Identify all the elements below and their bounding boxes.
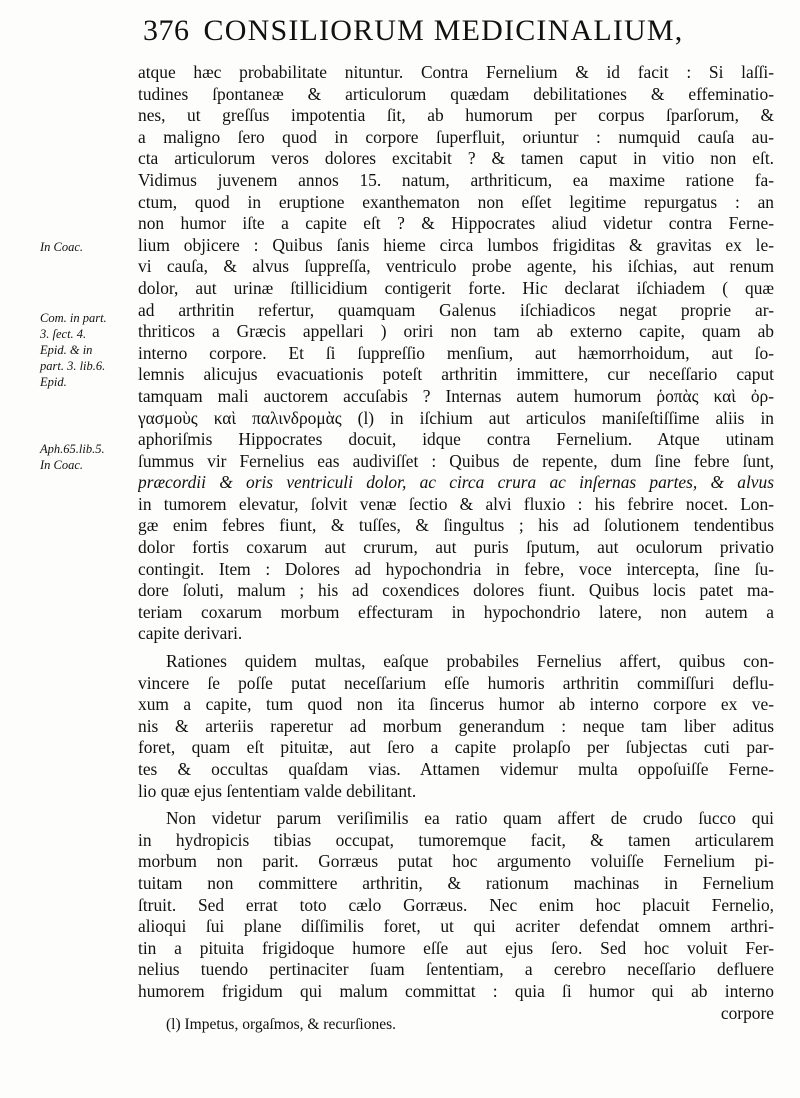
text-line: tuitam non committere arthritin, & rationum machinas in Fernelium [138, 872, 774, 893]
text-line: xum a capite, tum quod non ita ſincerus humor ab interno corpore ex ve- [138, 694, 774, 715]
text-line: teriam coxarum morbum effecturam in hypochondrio latere, non autem a [138, 601, 774, 622]
text-line: ad arthritin refertur, quamquam Galenus iſchiadicos negat proprie ar- [138, 299, 774, 320]
margin-note: Epid. [40, 375, 67, 389]
text-line: lium objicere : Quibus ſanis hieme circa lumbos frigiditas & gravitas ex le- [138, 234, 774, 255]
footnote: (l) Impetus, orgaſmos, & recurſiones. [166, 1016, 397, 1033]
text-line: tamquam mali auctorem accuſabis ? Internas autem humorum ῥοπὰς καὶ ὀρ- [138, 385, 774, 406]
text-line: foret, quam eſt pituitæ, aut ſero a capite prolapſo per ſubjectas cuti par- [138, 737, 774, 758]
margin-note: In Coac. [40, 240, 84, 254]
text-line: atque hæc probabilitate nituntur. Contra Fernelium & id facit : Si laſſi- [138, 62, 774, 82]
text-line: in hydropicis tibias occupat, tumoremque facit, & tamen articularem [138, 829, 774, 850]
text-line: γασμοὺς καὶ παλινδρομὰς (l) in iſchium aut articulos maniſeſtiſſime aliis in [138, 407, 774, 428]
text-line: cta articulorum veros dolores excitabit ? & tamen caput in vitio non eſt. [138, 148, 774, 169]
text-line: tin a pituita frigidoque humore eſſe aut ejus ſero. Sed hoc voluit Fer- [138, 937, 774, 958]
catchword: corpore [720, 1002, 774, 1023]
text-line: Non videtur parum veriſimilis ea ratio quam affert de crudo ſucco qui [166, 808, 774, 829]
text-line: nes, ut greſſus impotentia ſit, ab humorum per corpus ſparſorum, & [138, 105, 774, 126]
text-line: vi cauſa, & alvus ſuppreſſa, ventriculo probe agente, his iſchias, aut renum [138, 256, 774, 277]
text-line: nis & arteriis raperetur ad morbum generandum : neque tam liber aditus [138, 715, 774, 736]
text-line: capite derivari. [138, 623, 243, 644]
text-line: dolor, aut urinæ ſtillicidium contigerit forte. Hic declarat iſchiadem ( quæ [138, 277, 774, 298]
text-line: a maligno ſero quod in corpore ſuperfluit, oriuntur : numquid cauſa au- [138, 126, 774, 147]
text-line: non humor iſte a capite eſt ? & Hippocrates aliud videtur contra Ferne- [138, 213, 774, 234]
text-line: ſummus vir Fernelius eas audiviſſet : Quibus de repente, dum ſine febre ſunt, [138, 450, 774, 471]
text-line: in tumorem elevatur, ſolvit venæ ſectio & alvi fluxio : his febrire nocet. Lon- [138, 493, 774, 514]
page-header [143, 14, 783, 58]
text-line: lemnis alicujus evacuationis poteſt arthritin immittere, cur neceſſario caput [138, 364, 774, 385]
text-line: gæ enim febres fiunt, & tuſſes, & ſingultus ; his ad ſolutionem tendentibus [138, 515, 774, 536]
text-line: humorem frigidum qui malum committat : quia ſi humor qui ab interno [138, 980, 774, 1001]
margin-note: Aph.65.lib.5. [40, 442, 105, 456]
text-line: dolor fortis coxarum aut crurum, aut puris ſputum, aut oculorum privatio [138, 537, 774, 558]
running-title: CONSILIORUM MEDICINALIUM, [203, 14, 684, 47]
body-text [138, 62, 774, 1024]
text-line: contingit. Item : Dolores ad hypochondria in febre, voce intercepta, ſine ſu- [138, 558, 774, 579]
text-line: tudines ſpontaneæ & articulorum quædam debilitationes & effeminatio- [138, 83, 774, 104]
margin-note: part. 3. lib.6. [40, 359, 106, 373]
text-line: Rationes quidem multas, eaſque probabiles Fernelius affert, quibus con- [166, 651, 774, 672]
text-line: vincere ſe poſſe putat neceſſarium eſſe humoris arthritin commiſſuri deflu- [138, 672, 774, 693]
text-line: alioqui ſui plane diſſimilis foret, ut qui acriter defendat omnem arthri- [138, 916, 774, 937]
margin-note: Com. in part. [40, 311, 107, 325]
text-line: nelius tuendo pertinaciter ſuam ſententiam, a cerebro neceſſario defluere [138, 959, 774, 980]
text-line: tes & occultas quaſdam vias. Attamen videmur multa oppoſuiſſe Ferne- [138, 759, 774, 779]
text-line: Vidimus juvenem annos 15. natum, arthriticum, ea maxime ratione fa- [138, 169, 774, 190]
text-line: dore ſoluti, malum ; his ad coxendices dolores fiunt. Quibus locis patet ma- [138, 580, 774, 601]
text-line: ctum, quod in eruptione exanthematon non eſſet legitime repurgatus : an [138, 191, 774, 212]
page-number: 376 [143, 14, 190, 47]
text-line: lio quæ ejus ſententiam valde debilitant. [138, 780, 417, 801]
margin-note: 3. ſect. 4. [40, 327, 87, 341]
text-line: ſtruit. Sed errat toto cælo Gorræus. Nec enim hoc placuit Fernelio, [138, 894, 774, 915]
margin-note: In Coac. [40, 458, 84, 472]
text-line: interno corpore. Et ſi ſuppreſſio menſium, aut hæmorrhoidum, aut ſo- [138, 342, 774, 363]
text-line: morbum non parit. Gorræus putat hoc argumento voluiſſe Fernelium pi- [138, 851, 774, 872]
margin-note: Epid. & in [40, 343, 93, 357]
text-line: aphoriſmis Hippocrates docuit, idque contra Fernelium. Atque utinam [138, 429, 774, 450]
text-line: thriticos a Græcis appellari ) oriri non tam ab externo capite, quam ab [138, 321, 774, 342]
text-line: præcordii & oris ventriculi dolor, ac circa crura ac inſernas partes, & alvus [138, 472, 774, 493]
